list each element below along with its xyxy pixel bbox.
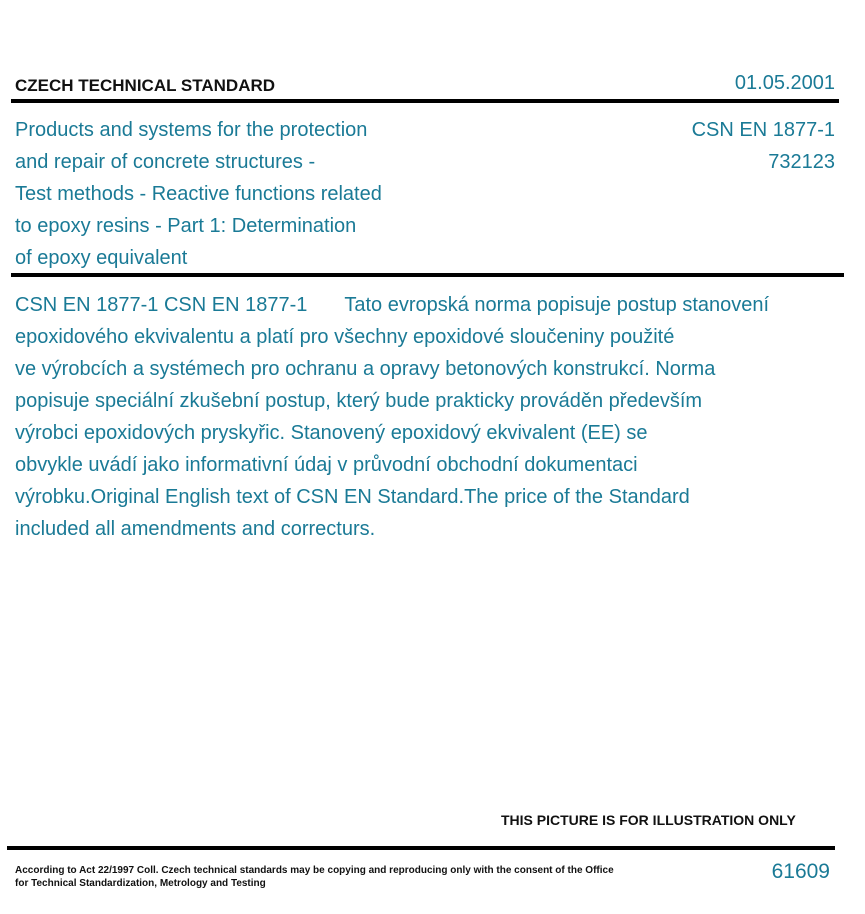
title-line: and repair of concrete structures - (15, 151, 316, 173)
publication-date: 01.05.2001 (734, 72, 835, 94)
abstract-line: ve výrobcích a systémech pro ochranu a opravy betonových konstrukcí. Norma (15, 358, 716, 380)
legal-line: According to Act 22/1997 Coll. Czech technical standards may be copying and reproducing only with the consent of the Office (15, 865, 614, 876)
footer-divider (7, 846, 835, 850)
standard-class-number: 732123 (768, 151, 835, 173)
abstract-line: výrobci epoxidových pryskyřic. Stanovený epoxidový ekvivalent (EE) se (15, 422, 648, 444)
title-line: to epoxy resins - Part 1: Determination (15, 215, 357, 237)
abstract-line (15, 289, 845, 321)
header-divider (11, 99, 839, 103)
title-line: of epoxy equivalent (15, 247, 188, 269)
legal-notice (15, 864, 615, 890)
document-number: 61609 (771, 860, 830, 883)
illustration-note: THIS PICTURE IS FOR ILLUSTRATION ONLY (501, 812, 796, 828)
document-type-label: CZECH TECHNICAL STANDARD (15, 76, 276, 95)
abstract-line: obvykle uvádí jako informativní údaj v průvodní obchodní dokumentaci (15, 454, 638, 476)
abstract-text (15, 289, 845, 545)
abstract-line: included all amendments and correcturs. (15, 518, 376, 540)
title-line: Products and systems for the protection (15, 119, 368, 141)
standard-identifiers (692, 114, 835, 178)
abstract-first-line: Tato evropská norma popisuje postup stanovení (344, 294, 770, 316)
abstract-line: popisuje speciální zkušební postup, který bude prakticky prováděn především (15, 390, 703, 412)
abstract-line: epoxidového ekvivalentu a platí pro všechny epoxidové sloučeniny použité (15, 326, 675, 348)
abstract-lead: CSN EN 1877-1 CSN EN 1877-1 (15, 294, 308, 316)
title-divider (11, 273, 844, 277)
abstract-line: výrobku.Original English text of CSN EN Standard.The price of the Standard (15, 486, 690, 508)
legal-line: for Technical Standardization, Metrology and Testing (15, 878, 266, 889)
standard-designation: CSN EN 1877-1 (691, 119, 835, 141)
standard-title (15, 114, 435, 274)
title-line: Test methods - Reactive functions related (15, 183, 382, 205)
